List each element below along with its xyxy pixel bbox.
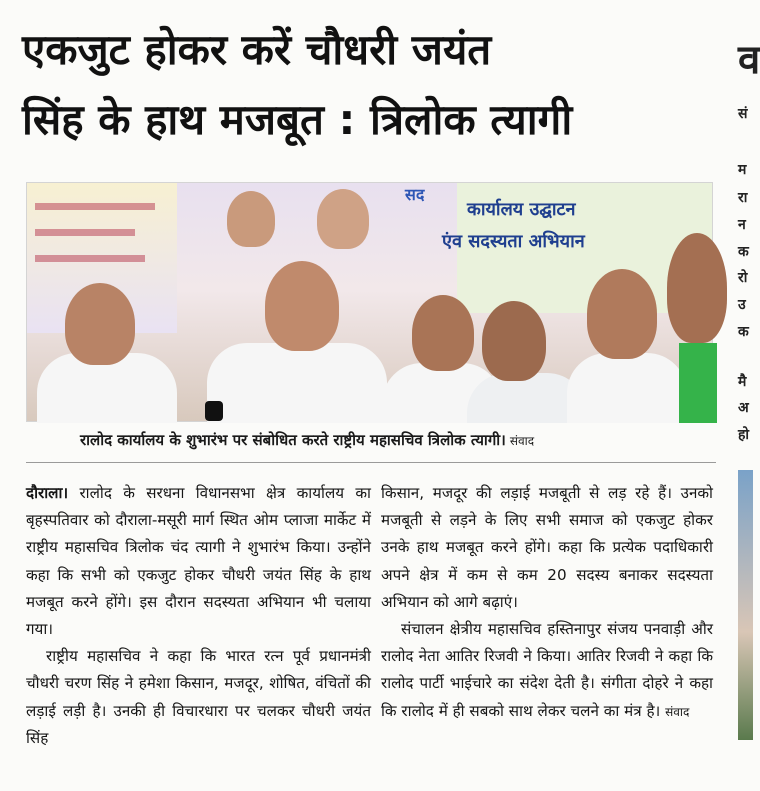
- news-photo: [26, 182, 713, 422]
- caption-text: रालोद कार्यालय के शुभारंभ पर संबोधित करते राष्ट्रीय महासचिव त्रिलोक त्यागी।: [80, 431, 506, 449]
- neighbor-char: क: [738, 324, 749, 340]
- caption-rule: [26, 462, 716, 463]
- headline-line-2: सिंह के हाथ मजबूत : त्रिलोक त्यागी: [22, 95, 573, 144]
- person-2-head: [265, 261, 339, 351]
- person-5-shirt: [567, 353, 687, 423]
- left-column: [26, 480, 371, 752]
- photo-banner-text-1: कार्यालय उद्घाटन: [467, 199, 576, 220]
- right-para-2-text: संचालन क्षेत्रीय महासचिव हस्तिनापुर संजय पनवाड़ी और रालोद नेता आतिर रिजवी ने किया। आतिर रिजवी ने कहा कि रालोद पार्टी भाईचारे का संदेश देती है। संगीता दोहरे ने कहा कि रालोद में ही सबको साथ लेकर चलने का मंत्र है।: [381, 620, 713, 720]
- neighbor-char: न: [738, 217, 746, 233]
- person-2-shirt: [207, 343, 387, 423]
- caption-credit: संवाद: [509, 434, 535, 448]
- poster-face-2: [317, 189, 369, 249]
- neighbor-char: रा: [738, 190, 748, 206]
- person-3-head: [412, 295, 474, 371]
- person-6-head: [667, 233, 727, 343]
- right-column: [381, 480, 713, 726]
- neighbor-char: अ: [738, 400, 749, 416]
- neighbor-char: रो: [738, 270, 748, 286]
- photo-banner-text-3: सद: [405, 185, 425, 204]
- left-para-2: राष्ट्रीय महासचिव ने कहा कि भारत रत्न पूर्व प्रधानमंत्री चौधरी चरण सिंह ने हमेशा किसान, मजदूर, शोषित, वंचितों की लड़ाई लड़ी है। उनकी ही विचारधारा पर चलकर चौधरी जयंत सिंह: [26, 647, 371, 747]
- microphone: [205, 401, 223, 421]
- right-para-2: [381, 616, 713, 726]
- photo-caption: [80, 430, 534, 450]
- headline-line-1: एकजुट होकर करें चौधरी जयंत: [22, 25, 492, 74]
- person-4-head: [482, 301, 546, 381]
- neighbor-char: मै: [738, 374, 747, 390]
- person-5-head: [587, 269, 657, 359]
- neighbor-char: व: [738, 37, 760, 83]
- left-para-1: [26, 480, 371, 643]
- neighbor-char: हो: [738, 427, 750, 443]
- green-scarf: [679, 343, 717, 423]
- neighbor-char: क: [738, 244, 749, 260]
- neighbor-char: सं: [738, 106, 748, 122]
- person-1-head: [65, 283, 135, 365]
- photo-banner-text-2: एंव सदस्यता अभियान: [442, 231, 585, 252]
- poster-face-1: [227, 191, 275, 247]
- neighbor-char: म: [738, 162, 747, 178]
- dateline: दौराला।: [26, 484, 69, 502]
- neighbor-photo: [738, 470, 753, 740]
- left-para-1-text: रालोद के सरधना विधानसभा क्षेत्र कार्यालय का बृहस्पतिवार को दौराला-मसूरी मार्ग स्थित ओम प्लाजा मार्केट में राष्ट्रीय महासचिव त्रिलोक चंद त्यागी ने शुभारंभ किया। उन्होंने कहा कि सभी को एकजुट होकर चौधरी जयंत सिंह के हाथ मजबूत करने होंगे। इस दौरान सदस्यता अभियान भी चलाया गया।: [26, 484, 371, 639]
- article-credit: संवाद: [665, 704, 690, 719]
- right-para-1: किसान, मजदूर की लड़ाई मजबूती से लड़ रहे हैं। उनको मजबूती से लड़ने के लिए सभी समाज को एकजुट होकर उनके हाथ मजबूत करने होंगे। कहा कि प्रत्येक पदाधिकारी अपने क्षेत्र में कम से कम 20 सदस्य बनाकर सदस्यता अभियान को आगे बढ़ाएं।: [381, 484, 713, 611]
- neighbor-char: उ: [738, 297, 746, 313]
